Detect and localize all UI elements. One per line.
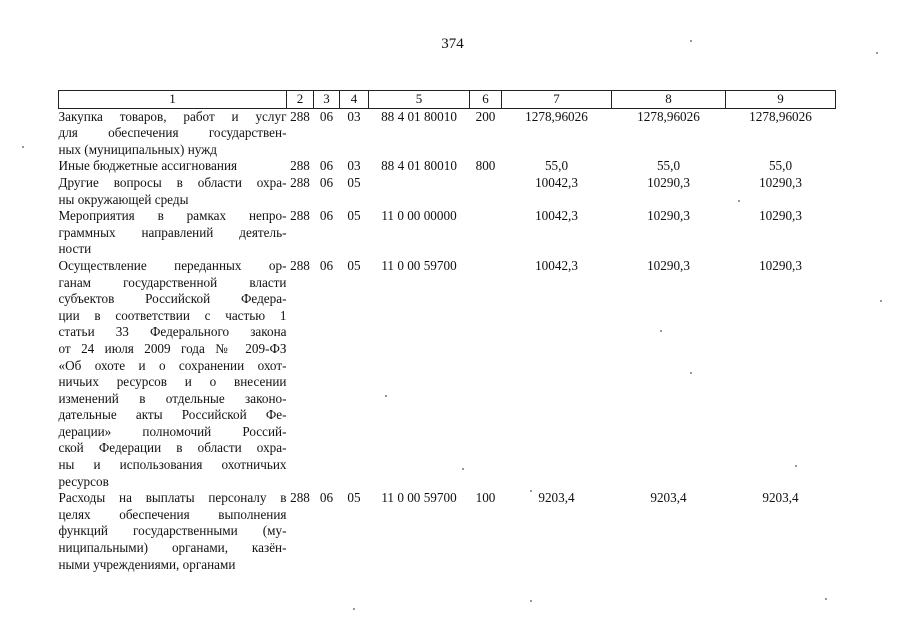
expense-type-cell <box>470 258 502 490</box>
amount-col-8-cell: 9203,4 <box>650 490 687 506</box>
scan-speck <box>690 372 692 374</box>
ministry-code-cell: 288 <box>290 257 310 273</box>
budget-table <box>58 90 836 573</box>
section-code-cell: 06 <box>319 257 334 273</box>
expense-type-cell <box>470 175 502 208</box>
row-name <box>59 490 287 573</box>
column-number-2: 2 <box>287 91 314 109</box>
scan-speck <box>876 52 878 54</box>
row-name-line: граммных направлений деятель- <box>58 224 287 240</box>
table-row <box>59 490 836 573</box>
table-row <box>59 158 836 175</box>
row-name-line: для обеспечения государствен- <box>58 125 287 141</box>
row-name-line: Осуществление переданных ор- <box>58 257 287 273</box>
ministry-code-cell: 288 <box>290 108 310 124</box>
table-body <box>59 108 836 573</box>
column-number-9: 9 <box>726 91 836 109</box>
row-name-line: Мероприятия в рамках непро- <box>58 208 287 224</box>
row-name-line: субъектов Российской Федера- <box>58 291 287 307</box>
subsection-code-cell: 03 <box>347 108 361 124</box>
target-article-cell: 11 0 00 00000 <box>381 208 457 224</box>
row-name-line: ции в соответствии с частью 1 <box>58 307 287 323</box>
row-name-line: ниципальными) органами, казён- <box>58 540 287 556</box>
expense-type-cell: 100 <box>475 490 496 506</box>
row-name-line: ных (муниципальных) нужд <box>58 141 217 157</box>
row-name-line: Другие вопросы в области охра- <box>58 174 287 190</box>
amount-col-7-cell: 1278,96026 <box>525 108 588 124</box>
column-number-7: 7 <box>502 91 612 109</box>
row-name-line: целях обеспечения выполнения <box>58 506 287 522</box>
amount-col-9-cell: 1278,96026 <box>749 108 812 124</box>
amount-col-8-cell: 1278,96026 <box>637 108 700 124</box>
target-article-cell: 88 4 01 80010 <box>381 108 457 124</box>
row-name-line: дерации» полномочий Россий- <box>58 423 287 439</box>
scan-speck <box>738 200 740 202</box>
row-name <box>59 208 287 258</box>
column-number-8: 8 <box>612 91 726 109</box>
scan-speck <box>385 395 387 397</box>
target-article-cell: 11 0 00 59700 <box>381 490 457 506</box>
target-article-cell: 88 4 01 80010 <box>381 158 457 174</box>
row-name <box>59 108 287 158</box>
amount-col-7-cell: 10042,3 <box>535 257 578 273</box>
column-number-1: 1 <box>59 91 287 109</box>
scan-speck <box>825 598 827 600</box>
ministry-code-cell: 288 <box>290 490 310 506</box>
column-number-6: 6 <box>470 91 502 109</box>
row-name-line: дательные акты Российской Фе- <box>58 407 287 423</box>
row-name-line: от 24 июля 2009 года № 209-ФЗ <box>58 340 287 356</box>
row-name-line: ности <box>58 241 92 257</box>
section-code-cell: 06 <box>319 490 334 506</box>
scan-speck <box>660 330 662 332</box>
amount-col-8-cell: 10290,3 <box>647 208 690 224</box>
subsection-code-cell: 05 <box>347 257 361 273</box>
amount-col-9-cell: 10290,3 <box>759 174 802 190</box>
row-name-line: Закупка товаров, работ и услуг <box>58 108 287 124</box>
row-name-line: ской Федерации в области охра- <box>58 440 287 456</box>
row-name-line: Расходы на выплаты персоналу в <box>58 490 287 506</box>
amount-col-9-cell: 10290,3 <box>759 257 802 273</box>
row-name <box>59 175 287 208</box>
page-number: 374 <box>441 36 464 52</box>
amount-col-7-cell: 9203,4 <box>538 490 575 506</box>
row-name <box>59 158 287 175</box>
subsection-code-cell: 05 <box>347 174 361 190</box>
row-name-line: функций государственными (му- <box>58 523 287 539</box>
expense-type-cell <box>470 208 502 258</box>
amount-col-7-cell: 55,0 <box>544 158 569 174</box>
row-name-line: ничьих ресурсов и о внесении <box>58 374 287 390</box>
amount-col-8-cell: 10290,3 <box>647 174 690 190</box>
row-name-line: Иные бюджетные ассигнования <box>58 158 238 174</box>
row-name-line: ны окружающей среды <box>58 191 189 207</box>
row-name-line: ны и использования охотничьих <box>58 457 287 473</box>
table-row <box>59 208 836 258</box>
amount-col-9-cell: 9203,4 <box>762 490 799 506</box>
scan-speck <box>353 608 355 610</box>
amount-col-9-cell: 55,0 <box>768 158 793 174</box>
expense-type-cell: 800 <box>475 158 496 174</box>
target-article-cell <box>369 175 470 208</box>
scan-speck <box>690 40 692 42</box>
subsection-code-cell: 05 <box>347 208 361 224</box>
scan-speck <box>530 490 532 492</box>
ministry-code-cell: 288 <box>290 208 310 224</box>
column-number-header-row <box>59 91 836 109</box>
amount-col-9-cell: 10290,3 <box>759 208 802 224</box>
expense-type-cell: 200 <box>475 108 496 124</box>
amount-col-7-cell: 10042,3 <box>535 174 578 190</box>
section-code-cell: 06 <box>319 174 334 190</box>
table-row <box>59 175 836 208</box>
row-name-line: ными учреждениями, органами <box>58 556 236 572</box>
scan-speck <box>795 465 797 467</box>
amount-col-8-cell: 10290,3 <box>647 257 690 273</box>
subsection-code-cell: 03 <box>347 158 361 174</box>
amount-col-7-cell: 10042,3 <box>535 208 578 224</box>
table-row <box>59 108 836 158</box>
ministry-code-cell: 288 <box>290 174 310 190</box>
scan-speck <box>22 146 24 148</box>
subsection-code-cell: 05 <box>347 490 361 506</box>
column-number-3: 3 <box>314 91 340 109</box>
scan-speck <box>530 600 532 602</box>
row-name <box>59 258 287 490</box>
row-name-line: изменений в отдельные законо- <box>58 390 287 406</box>
section-code-cell: 06 <box>319 108 334 124</box>
row-name-line: статьи 33 Федерального закона <box>58 324 287 340</box>
row-name-line: ганам государственной власти <box>58 274 287 290</box>
section-code-cell: 06 <box>319 158 334 174</box>
row-name-line: «Об охоте и о сохранении охот- <box>58 357 287 373</box>
amount-col-8-cell: 55,0 <box>656 158 681 174</box>
row-name-line: ресурсов <box>58 473 109 489</box>
scan-speck <box>462 468 464 470</box>
section-code-cell: 06 <box>319 208 334 224</box>
column-number-4: 4 <box>340 91 369 109</box>
ministry-code-cell: 288 <box>290 158 310 174</box>
column-number-5: 5 <box>369 91 470 109</box>
scan-speck <box>880 300 882 302</box>
target-article-cell: 11 0 00 59700 <box>381 257 457 273</box>
table-row <box>59 258 836 490</box>
